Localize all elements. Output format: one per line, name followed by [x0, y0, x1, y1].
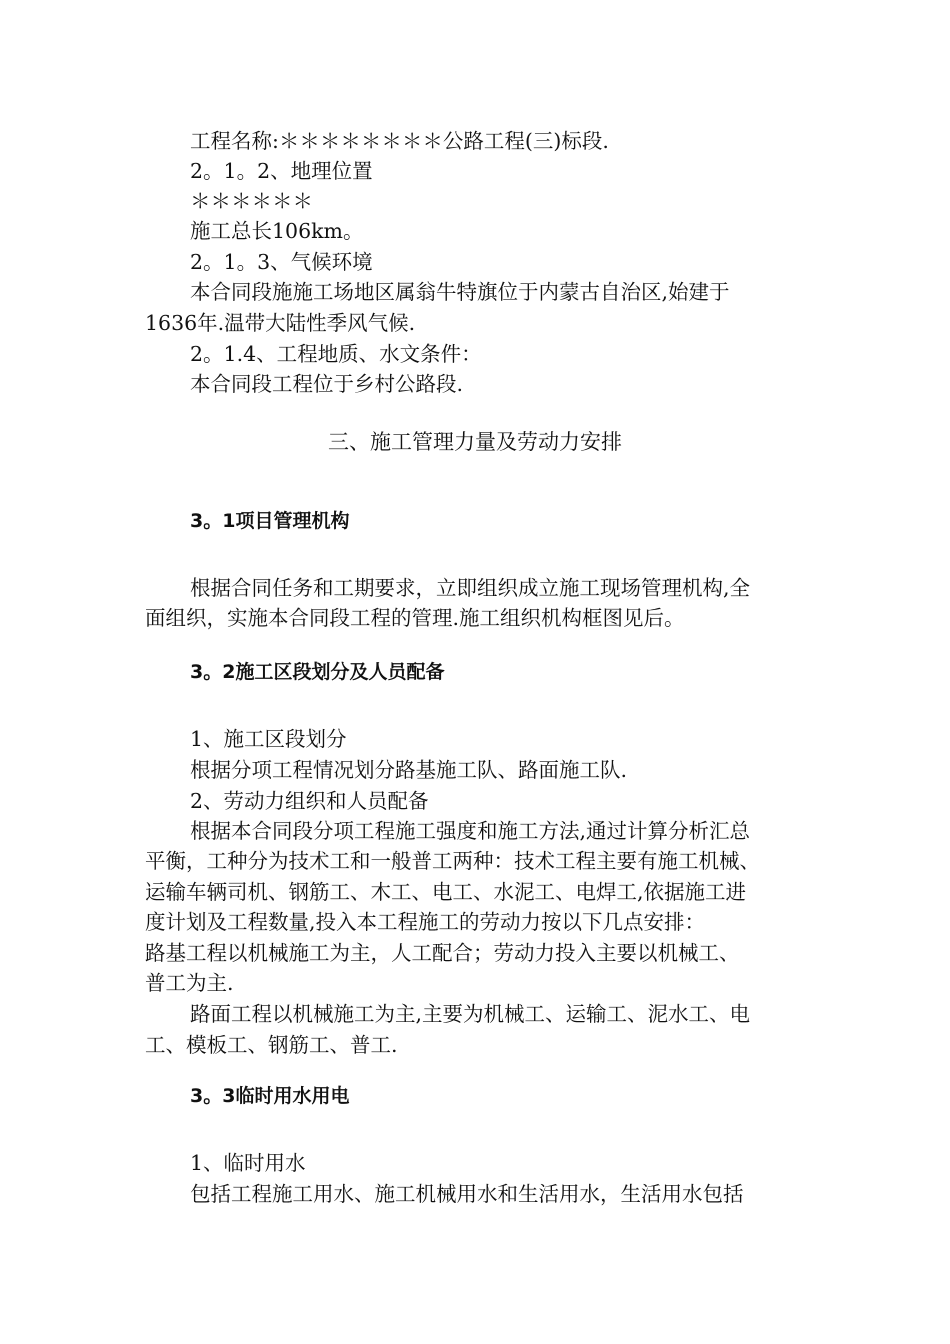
labor-paragraph-line-4: 度计划及工程数量,投入本工程施工的劳动力按以下几点安排： [145, 910, 706, 934]
geology-paragraph: 本合同段工程位于乡村公路段. [190, 372, 464, 396]
section-3-2-heading: 3。2施工区段划分及人员配备 [190, 661, 445, 683]
labor-paragraph-line-2: 平衡，工种分为技术工和一般普工两种：技术工程主要有施工机械、 [145, 849, 760, 873]
management-paragraph-line-1: 根据合同任务和工期要求，立即组织成立施工现场管理机构,全 [190, 576, 751, 600]
water-subsection-title: 1、临时用水 [190, 1151, 306, 1175]
climate-paragraph-line-1: 本合同段施施工场地区属翁牛特旗位于内蒙古自治区,始建于 [190, 280, 730, 304]
subsection-1-title: 1、施工区段划分 [190, 727, 347, 751]
location-text: ＊＊＊＊＊＊ [190, 189, 313, 213]
pavement-paragraph-line-2: 工、模板工、钢筋工、普工. [145, 1033, 398, 1057]
roadbed-paragraph-line-1: 路基工程以机械施工为主，人工配合；劳动力投入主要以机械工、 [145, 941, 740, 965]
roadbed-paragraph-line-2: 普工为主. [145, 971, 234, 995]
pavement-paragraph-line-1: 路面工程以机械施工为主,主要为机械工、运输工、泥水工、电 [190, 1002, 751, 1026]
project-name-line: 工程名称:＊＊＊＊＊＊＊＊公路工程(三)标段. [190, 129, 609, 153]
total-length-text: 施工总长106km。 [190, 219, 364, 243]
section-2-1-2-title: 2。1。2、地理位置 [190, 159, 373, 183]
section-3-1-heading: 3。1项目管理机构 [190, 510, 350, 532]
section-3-3-heading: 3。3临时用水用电 [190, 1085, 350, 1107]
management-paragraph-line-2: 面组织，实施本合同段工程的管理.施工组织机构框图见后。 [145, 606, 685, 630]
labor-paragraph-line-3: 运输车辆司机、钢筋工、木工、电工、水泥工、电焊工,依据施工进 [145, 880, 747, 904]
labor-paragraph-line-1: 根据本合同段分项工程施工强度和施工方法,通过计算分析汇总 [190, 819, 751, 843]
section-2-1-3-title: 2。1。3、气候环境 [190, 250, 373, 274]
water-paragraph-line-1: 包括工程施工用水、施工机械用水和生活用水，生活用水包括 [190, 1182, 744, 1206]
climate-paragraph-line-2: 1636年.温带大陆性季风气候. [145, 311, 416, 335]
division-paragraph: 根据分项工程情况划分路基施工队、路面施工队. [190, 758, 628, 782]
subsection-2-title: 2、劳动力组织和人员配备 [190, 789, 429, 813]
chapter-3-title: 三、施工管理力量及劳动力安排 [328, 430, 622, 454]
section-2-1-4-title: 2。1.4、工程地质、水文条件： [190, 342, 482, 366]
